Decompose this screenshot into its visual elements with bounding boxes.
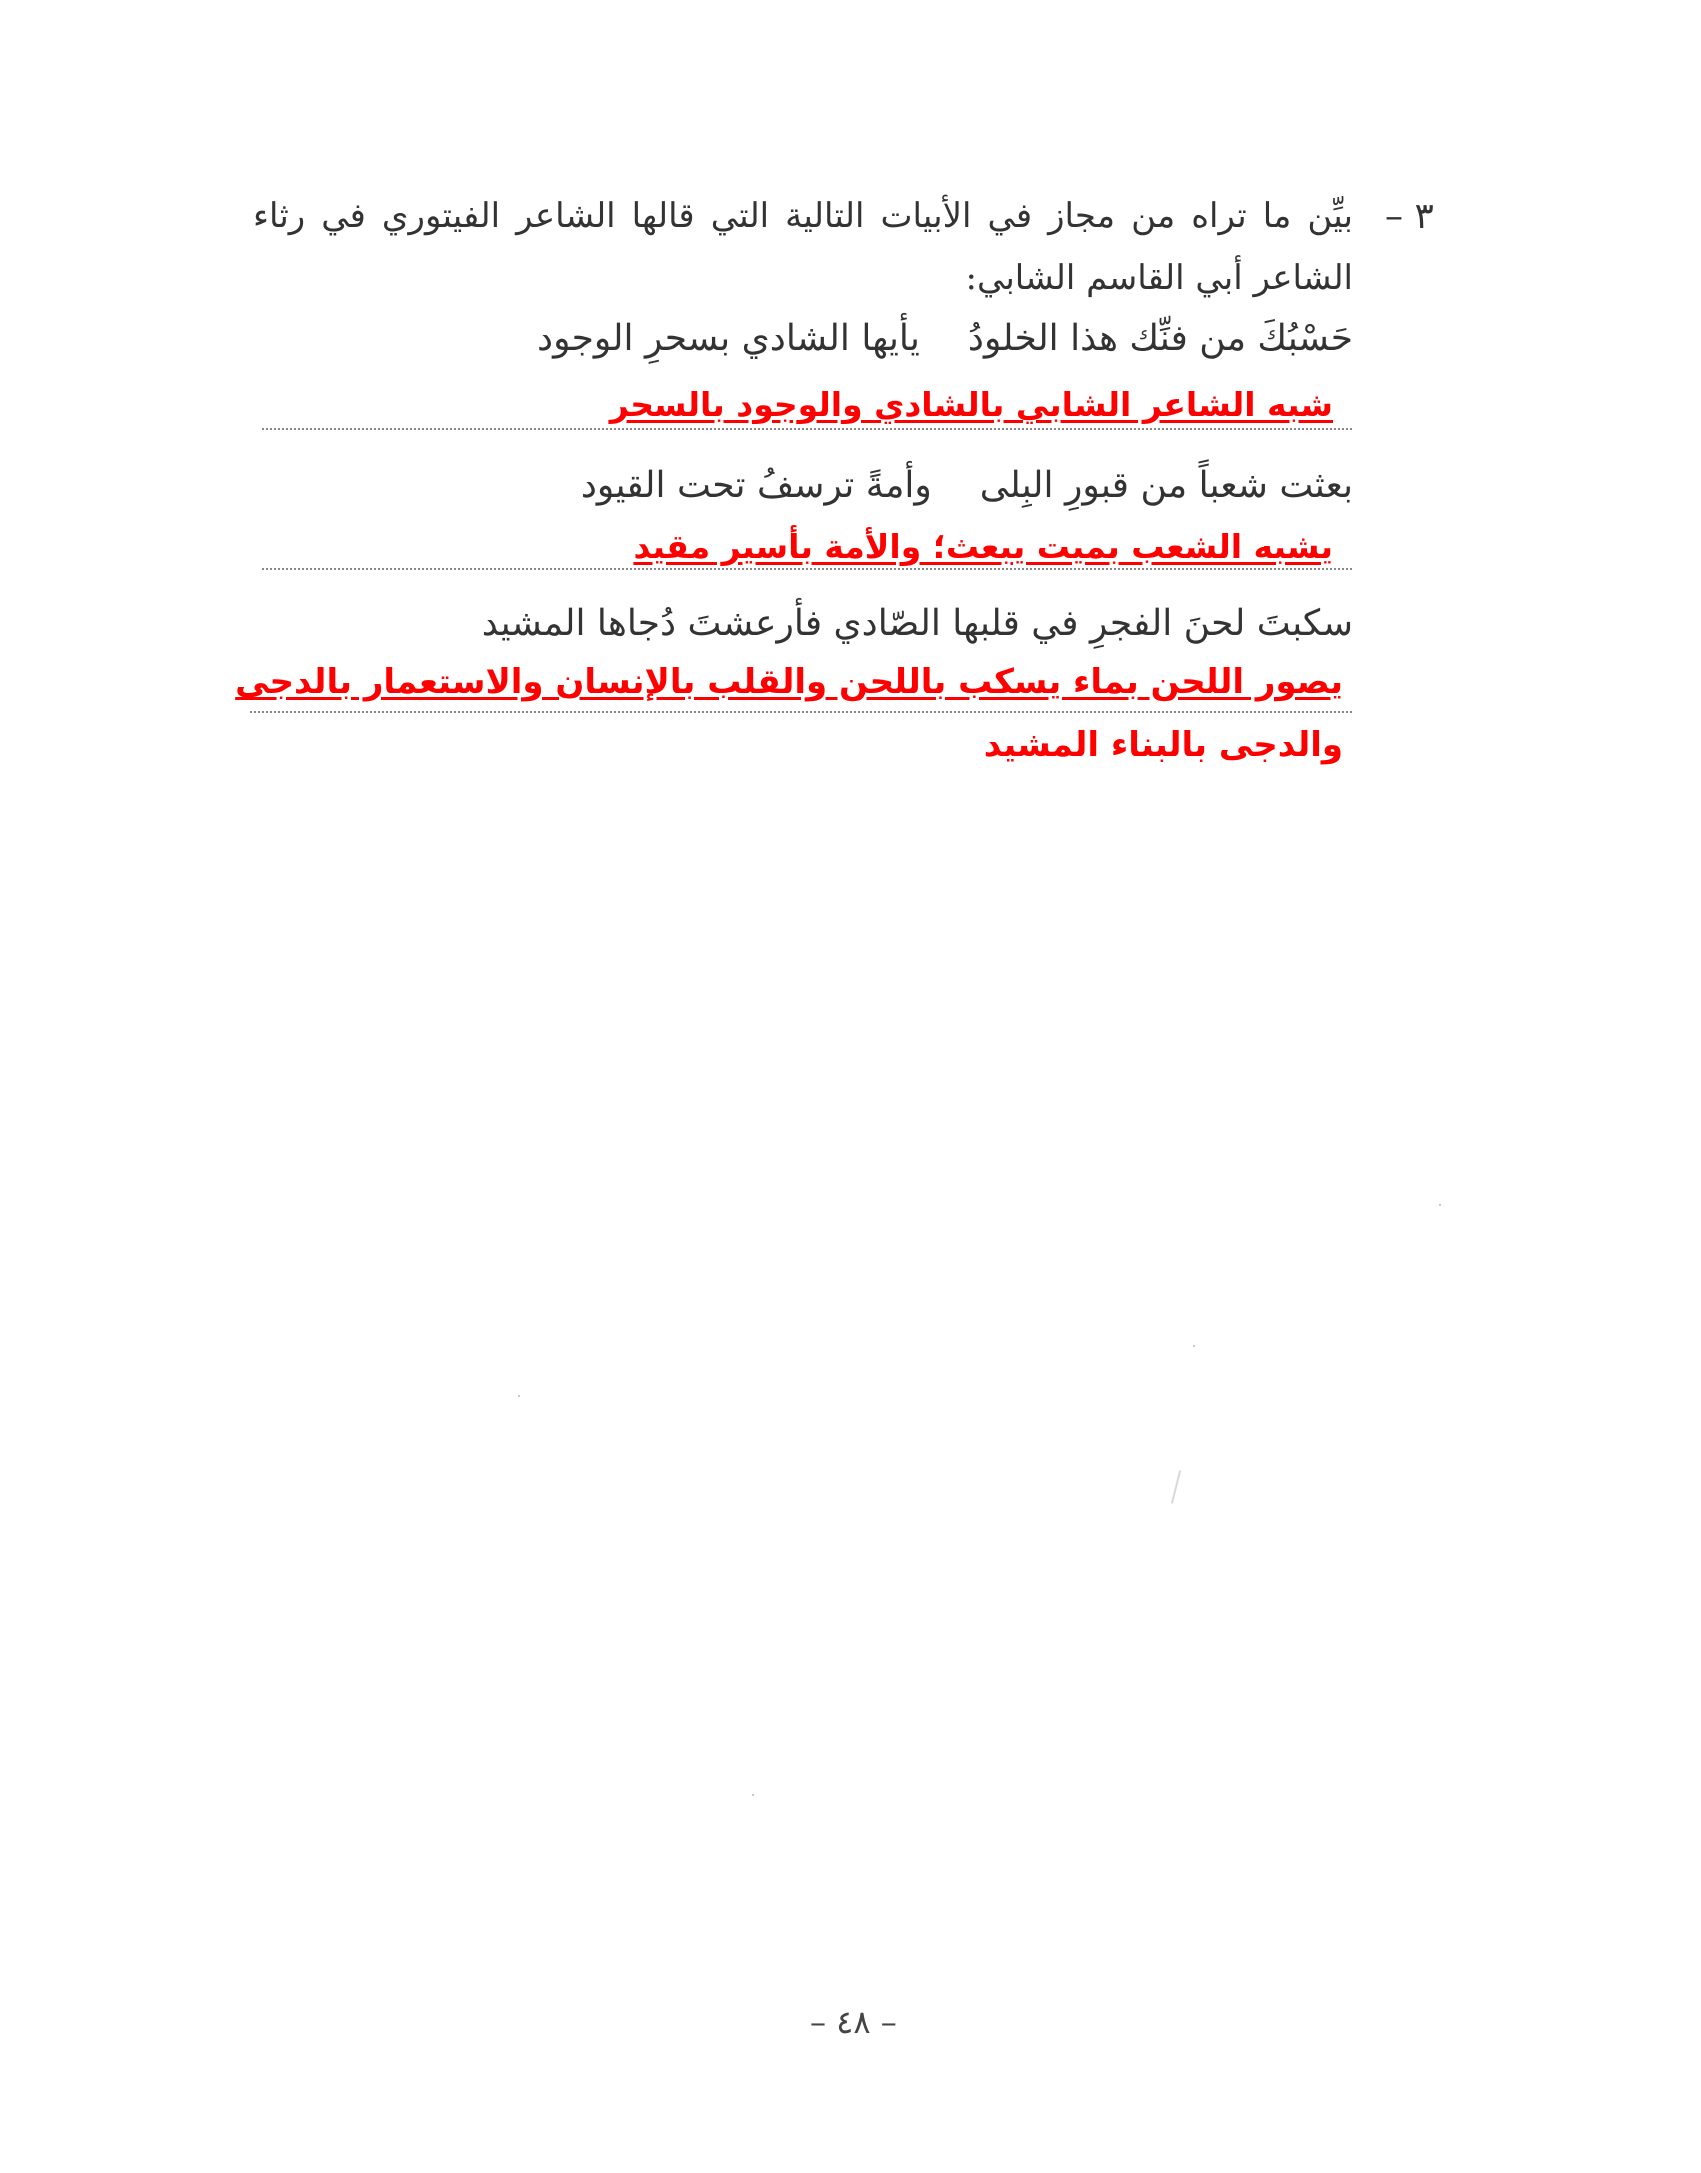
question-number: ٣ –	[1385, 196, 1434, 237]
verse-2-answer: يشبه الشعب بميت يبعث؛ والأمة بأسير مقيد	[633, 527, 1333, 566]
verse-1-answer: شبه الشاعر الشابي بالشادي والوجود بالسحر	[609, 385, 1333, 424]
verse-2-hemistich-2: وأمةً ترسفُ تحت القيود	[580, 465, 932, 506]
scan-speck	[1439, 1204, 1441, 1206]
page-number: – ٤٨ –	[810, 2003, 897, 2041]
answer-line-1-rule	[262, 428, 1352, 430]
scan-speck	[752, 1794, 754, 1796]
verse-3-line: سكبتَ لحنَ الفجرِ في قلبها الصّادي فأرعشتَ دُجاها المشيد	[481, 603, 1353, 644]
verse-1-hemistich-1: حَسْبُكَ من فنِّك هذا الخلودُ	[967, 318, 1353, 359]
answer-line-3-rule	[250, 711, 1352, 713]
verse-1	[537, 318, 1353, 359]
question-text-line-1: بيِّن ما تراه من مجاز في الأبيات التالية التي قالها الشاعر الفيتوري في رثاء	[253, 196, 1353, 236]
answer-line-2-rule	[262, 568, 1352, 570]
scan-stroke	[1171, 1470, 1181, 1503]
verse-3-answer-line-1: يصور اللحن بماء يسكب باللحن والقلب بالإنسان والاستعمار بالدجى	[235, 662, 1343, 702]
verse-3	[482, 603, 1353, 644]
verse-2	[581, 465, 1353, 506]
scan-speck	[1193, 1345, 1195, 1347]
verse-2-hemistich-1: بعثت شعباً من قبورِ البِلى	[979, 465, 1353, 506]
question-text-line-2: الشاعر أبي القاسم الشابي:	[965, 258, 1353, 298]
verse-1-hemistich-2: يأيها الشادي بسحرِ الوجود	[537, 318, 920, 359]
verse-3-answer-line-2: والدجى بالبناء المشيد	[983, 725, 1343, 765]
scan-speck	[518, 1395, 520, 1397]
